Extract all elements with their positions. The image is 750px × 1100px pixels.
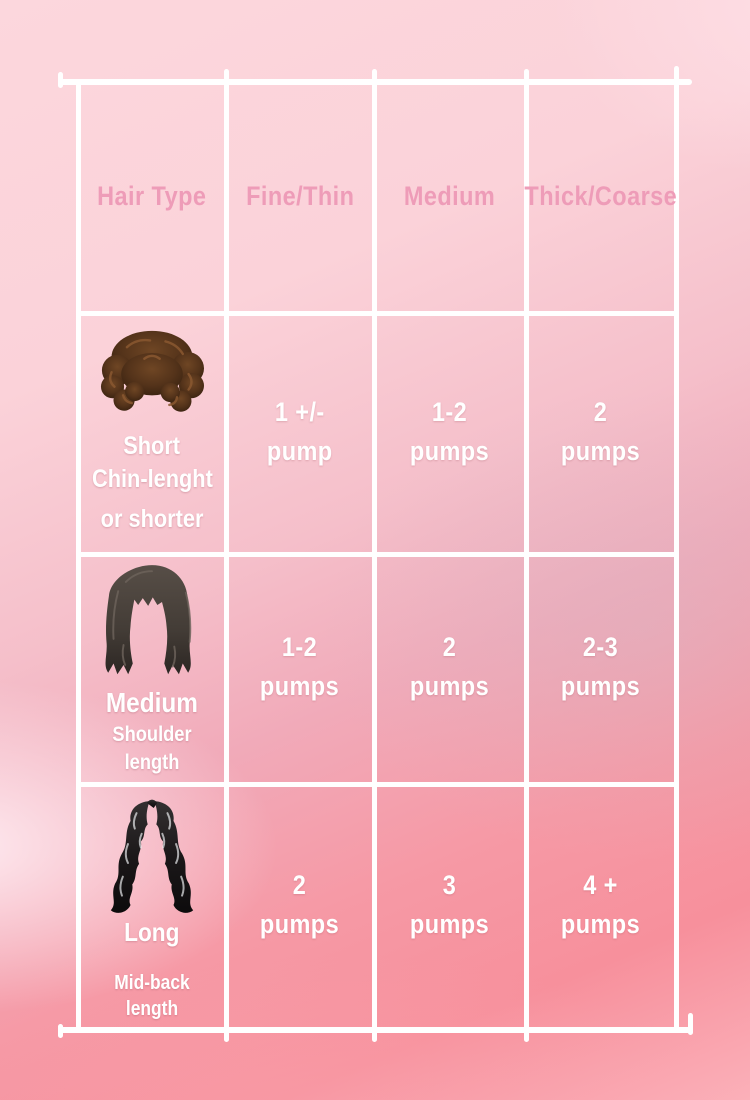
value-cell-medium-thick — [529, 558, 673, 776]
value-cell-long-thick — [529, 788, 673, 1022]
pump-amount: 4 + — [583, 869, 619, 900]
grid-line-row1-sep — [76, 552, 678, 557]
hair-length-title: Short — [123, 432, 181, 460]
grid-tick — [372, 1030, 377, 1042]
grid-tick — [524, 1030, 529, 1042]
pump-amount: 2 — [293, 869, 307, 900]
grid-tick — [58, 1024, 63, 1038]
grid-tick — [524, 69, 529, 81]
grid-tick — [58, 72, 63, 88]
value-cell-medium-fine — [229, 558, 371, 776]
pump-unit: pumps — [410, 436, 490, 466]
grid-tick — [688, 1013, 693, 1035]
column-header-label: Hair Type — [97, 180, 207, 211]
grid-tick — [224, 1030, 229, 1042]
grid-tick — [372, 69, 377, 81]
grid-tick — [224, 69, 229, 81]
column-header-label: Thick/Coarse — [524, 180, 678, 211]
pump-unit: pumps — [410, 909, 490, 939]
grid-line-right — [674, 80, 679, 1030]
pump-unit: pumps — [561, 671, 641, 701]
column-header-label: Fine/Thin — [245, 180, 355, 211]
row-label-long — [81, 788, 223, 1022]
header-cell-thick-coarse — [524, 86, 678, 306]
long-wavy-wig-icon — [91, 796, 213, 916]
pump-unit: pumps — [260, 671, 340, 701]
pump-amount: 1 +/- — [275, 396, 325, 427]
pump-amount: 2 — [443, 631, 457, 662]
hair-length-title: Long — [124, 917, 180, 948]
header-cell-medium — [377, 86, 523, 306]
pump-amount: 3 — [443, 869, 457, 900]
hair-length-subtitle: or shorter — [100, 505, 204, 533]
pump-amount: 2-3 — [583, 631, 619, 662]
grid-line-header-sep — [76, 311, 678, 316]
value-cell-short-fine — [229, 318, 371, 546]
value-cell-long-fine — [229, 788, 371, 1022]
header-cell-fine-thin — [229, 86, 371, 306]
pump-amount: 2 — [594, 396, 608, 427]
pump-amount: 1-2 — [282, 631, 318, 662]
short-curly-wig-icon — [94, 326, 210, 430]
pump-unit: pumps — [260, 909, 340, 939]
pump-unit: pumps — [410, 671, 490, 701]
hair-length-subtitle: Mid-back length — [114, 972, 190, 1020]
pump-unit: pumps — [561, 909, 641, 939]
row-label-medium — [81, 558, 223, 776]
value-cell-short-medium — [377, 318, 523, 546]
pump-unit: pump — [267, 436, 333, 466]
pump-unit: pumps — [561, 436, 641, 466]
hair-length-subtitle: Shoulder length — [112, 723, 192, 774]
pump-amount: 1-2 — [432, 396, 468, 427]
hair-length-subtitle: Chin-lenght — [91, 464, 213, 493]
row-label-short — [81, 318, 223, 546]
column-header-label: Medium — [404, 180, 496, 211]
grid-tick — [674, 66, 679, 84]
medium-shoulder-wig-icon — [87, 562, 217, 685]
hair-length-title: Medium — [105, 687, 199, 719]
grid-line-row2-sep — [76, 782, 678, 787]
value-cell-short-thick — [529, 318, 673, 546]
value-cell-long-medium — [377, 788, 523, 1022]
value-cell-medium-medium — [377, 558, 523, 776]
header-cell-hair-type — [81, 86, 223, 306]
